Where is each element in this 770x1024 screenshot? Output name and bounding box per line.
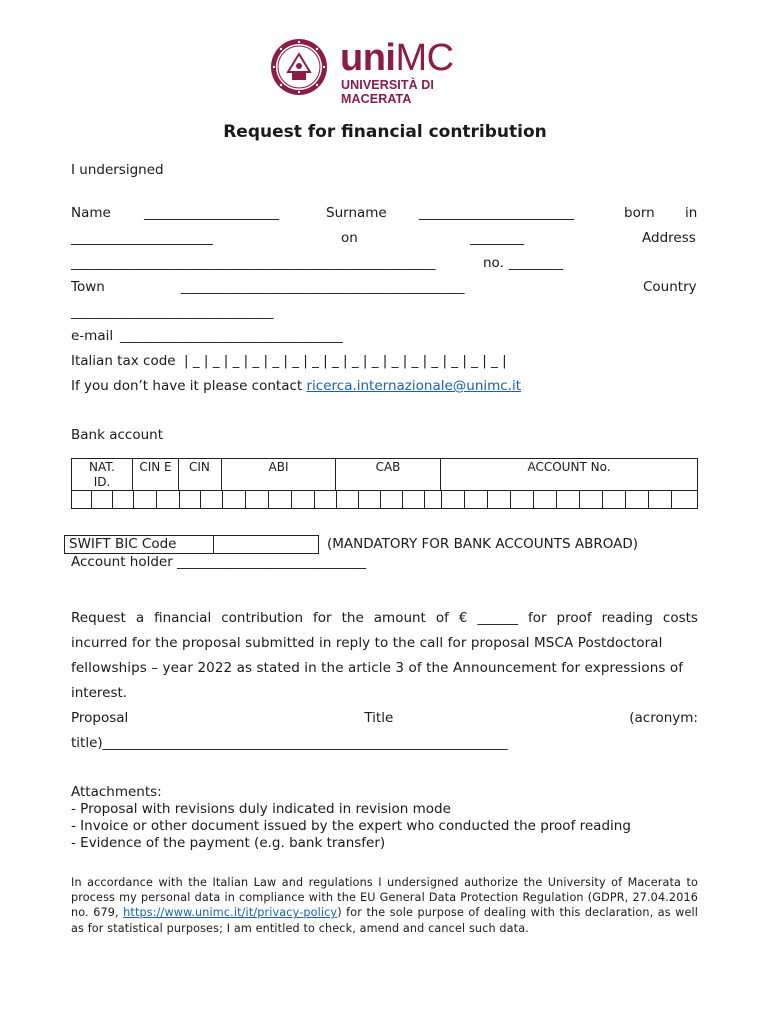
text-word: proof [556, 610, 592, 626]
digit-cell-divider [579, 490, 580, 509]
text-word: for [313, 610, 332, 626]
university-seal-icon [270, 38, 328, 96]
text-word: reading [601, 610, 653, 626]
privacy-text-before: In accordance with the Italian Law and regulations I undersigned authorize the University of Macerata to process my personal data in compliance with the EU General Data Protection Regulation (GDPR, 27.04.2016 no. 679, [71, 876, 698, 920]
birthplace-field[interactable]: _____________________ [71, 230, 213, 246]
email-label: e-mail [71, 328, 114, 344]
digit-cell-divider [671, 490, 672, 509]
text-word: contribution [221, 610, 304, 626]
text-word: a [135, 610, 145, 626]
brand-subtitle: UNIVERSITÀ DI MACERATA [341, 78, 434, 106]
digit-cell-divider [648, 490, 649, 509]
digit-cell-divider [179, 490, 180, 509]
contact-text: If you don’t have it please contact [71, 378, 303, 394]
university-logo [270, 37, 502, 106]
swift-mandatory-note: (MANDATORY FOR BANK ACCOUNTS ABROAD) [327, 536, 639, 552]
digit-cell-divider [245, 490, 246, 509]
digit-cell-divider [133, 490, 134, 509]
bank-account-label: Bank account [71, 427, 163, 443]
text-word[interactable]: ______ [477, 610, 518, 626]
digit-cell-divider [380, 490, 381, 509]
digit-cell-divider [602, 490, 603, 509]
text-word: financial [154, 610, 212, 626]
privacy-policy-link[interactable]: https://www.unimc.it/it/privacy-policy [123, 906, 338, 920]
tax-code-field[interactable]: | _ | _ | _ | _ | _ | _ | _ | _ | _ | _ | _ | _ | _ | _ | _ | _ | [184, 353, 507, 369]
digit-cell-divider [156, 490, 157, 509]
intro-text: I undersigned [71, 162, 164, 178]
header-account-no: ACCOUNT No. [527, 460, 611, 474]
digit-cell-divider [556, 490, 557, 509]
page-title: Request for financial contribution [223, 122, 547, 142]
digit-cell-divider [424, 490, 425, 509]
privacy-text-after: ) for the sole purpose of dealing with this declaration, as well as for statistical purposes; I am entitled to check, amend and cancel such data. [71, 906, 699, 935]
digit-cell-divider [112, 490, 113, 509]
request-line-2: incurred for the proposal submitted in reply to the call for proposal MSCA Postdoctoral [71, 635, 663, 651]
bank-account-table [71, 458, 698, 509]
text-word: (acronym: [629, 710, 698, 726]
header-cab: CAB [336, 459, 441, 490]
digit-cell-divider [222, 490, 223, 509]
text-word: amount [373, 610, 426, 626]
table-divider [72, 490, 697, 491]
in-label: in [685, 205, 698, 221]
swift-bic-label: SWIFT BIC Code [69, 536, 177, 552]
digit-cell-divider [533, 490, 534, 509]
text-word: Title [364, 710, 394, 726]
text-word: Request [71, 610, 126, 626]
digit-cell-divider [464, 490, 465, 509]
request-line-4: interest. [71, 685, 128, 701]
account-holder-line [71, 554, 366, 570]
attachment-item: - Proposal with revisions duly indicated in revision mode [71, 801, 451, 817]
header-cin: CIN [179, 459, 222, 490]
digit-cell-divider [291, 490, 292, 509]
street-number-field[interactable]: ________ [509, 255, 563, 271]
attachment-item: - Evidence of the payment (e.g. bank transfer) [71, 835, 386, 851]
address-label: Address [642, 230, 696, 246]
digit-cell-divider [625, 490, 626, 509]
street-number-label: no. [483, 255, 504, 271]
text-word: € [458, 610, 468, 626]
email-field[interactable]: _________________________________ [120, 328, 343, 344]
on-label: on [341, 230, 358, 246]
account-holder-field[interactable]: ____________________________ [177, 554, 367, 570]
town-field[interactable]: __________________________________________ [181, 279, 465, 295]
header-cin-e: CIN E [133, 459, 179, 490]
digit-cell-divider [358, 490, 359, 509]
born-label: born [624, 205, 655, 221]
name-field[interactable]: ____________________ [144, 205, 279, 221]
text-word: costs [662, 610, 698, 626]
digit-cell-divider [402, 490, 403, 509]
text-word: the [341, 610, 364, 626]
digit-cell-divider [91, 490, 92, 509]
text-word: Proposal [71, 710, 129, 726]
swift-bic-box[interactable] [64, 535, 319, 554]
surname-field[interactable]: _______________________ [419, 205, 575, 221]
digit-cell-divider [314, 490, 315, 509]
town-label: Town [71, 279, 105, 295]
account-holder-label: Account holder [71, 554, 173, 570]
proposal-title-field[interactable]: title)____________________________________________________________ [71, 735, 508, 751]
attachments-label: Attachments: [71, 784, 162, 800]
tax-code-label: Italian tax code [71, 353, 176, 369]
country-label: Country [643, 279, 697, 295]
digit-cell-divider [200, 490, 201, 509]
name-label: Name [71, 205, 111, 221]
privacy-statement [71, 875, 698, 936]
text-word: of [435, 610, 449, 626]
digit-cell-divider [336, 490, 337, 509]
digit-cell-divider [510, 490, 511, 509]
brand-wordmark: uniMC [340, 37, 454, 79]
attachment-item: - Invoice or other document issued by the expert who conducted the proof reading [71, 818, 631, 834]
contact-email-link[interactable]: ricerca.internazionale@unimc.it [306, 378, 522, 394]
request-line-3: fellowships – year 2022 as stated in the article 3 of the Announcement for expressions of [71, 660, 684, 676]
swift-divider [213, 536, 214, 553]
proposal-title-row [71, 710, 698, 726]
header-abi: ABI [222, 459, 336, 490]
request-line-1 [71, 610, 698, 626]
digit-cell-divider [441, 490, 442, 509]
contact-line [71, 378, 521, 394]
surname-label: Surname [326, 205, 387, 221]
digit-cell-divider [487, 490, 488, 509]
address-field[interactable]: ______________________________________________________ [71, 255, 436, 271]
digit-cell-divider [268, 490, 269, 509]
text-word: for [527, 610, 547, 626]
country-field[interactable]: ______________________________ [71, 304, 274, 320]
header-nat-id: NAT. ID. [72, 459, 133, 490]
birth-date-field[interactable]: ________ [470, 230, 524, 246]
